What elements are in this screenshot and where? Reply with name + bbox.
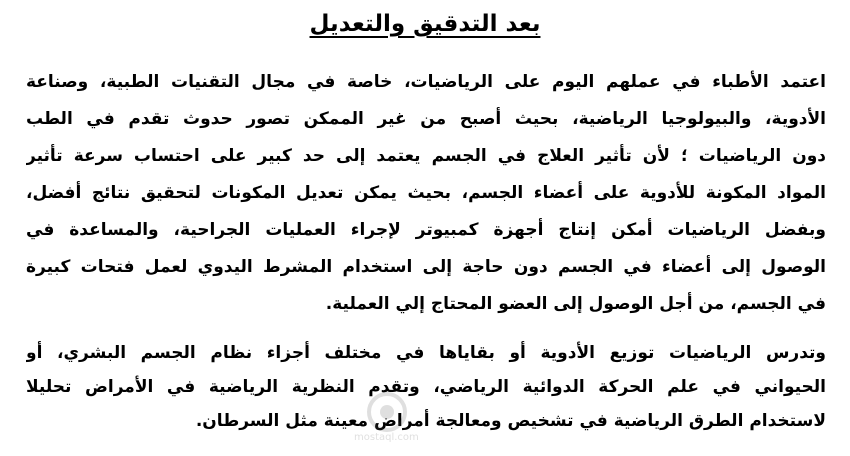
paragraph-line: وتدرس الرياضيات توزيع الأدوية أو بقاياها في مختلف أجزاء نظام الجسم البشري، أو — [26, 343, 826, 363]
paragraph-line: الوصول إلى أعضاء في الجسم دون حاجة إلى استخدام المشرط اليدوي لعمل فتحات كبيرة — [26, 257, 826, 277]
paragraph-line: دون الرياضيات ؛ لأن تأثير العلاج في الجسم يعتمد إلى حد كبير على احتساب سرعة تأثير — [26, 146, 826, 166]
paragraph-line: في الجسم، من أجل الوصول إلى العضو المحتاج إلي العملية. — [325, 294, 826, 314]
paragraph-1 — [26, 64, 826, 323]
document-title — [0, 8, 850, 40]
paragraph-line: وبفضل الرياضيات أمكن إنتاج أجهزة كمبيوتر لإجراء العمليات الجراحية، والمساعدة في — [26, 220, 826, 240]
paragraph-2 — [26, 336, 826, 438]
paragraph-line: اعتمد الأطباء في عملهم اليوم على الرياضيات، خاصة في مجال التقنيات الطبية، وصناعة — [26, 72, 826, 92]
paragraph-line: الأدوية، والبيولوجيا الرياضية، بحيث أصبح من غير الممكن تصور حدوث تقدم في الطب — [26, 109, 826, 129]
paragraph-line: المواد المكونة للأدوية على أعضاء الجسم، بحيث يمكن تعديل المكونات لتحقيق نتائج أفضل، — [26, 183, 826, 203]
paragraph-line: لاستخدام الطرق الرياضية في تشخيص ومعالجة أمراض معينة مثل السرطان. — [195, 411, 826, 431]
paragraph-line: الحيواني في علم الحركة الدوائية الرياضي، وتقدم النظرية الرياضية في الأمراض تحليلا — [26, 377, 826, 397]
document-title-text: بعد التدقيق والتعديل — [309, 11, 541, 37]
watermark-text: mostaql.com — [354, 432, 419, 443]
